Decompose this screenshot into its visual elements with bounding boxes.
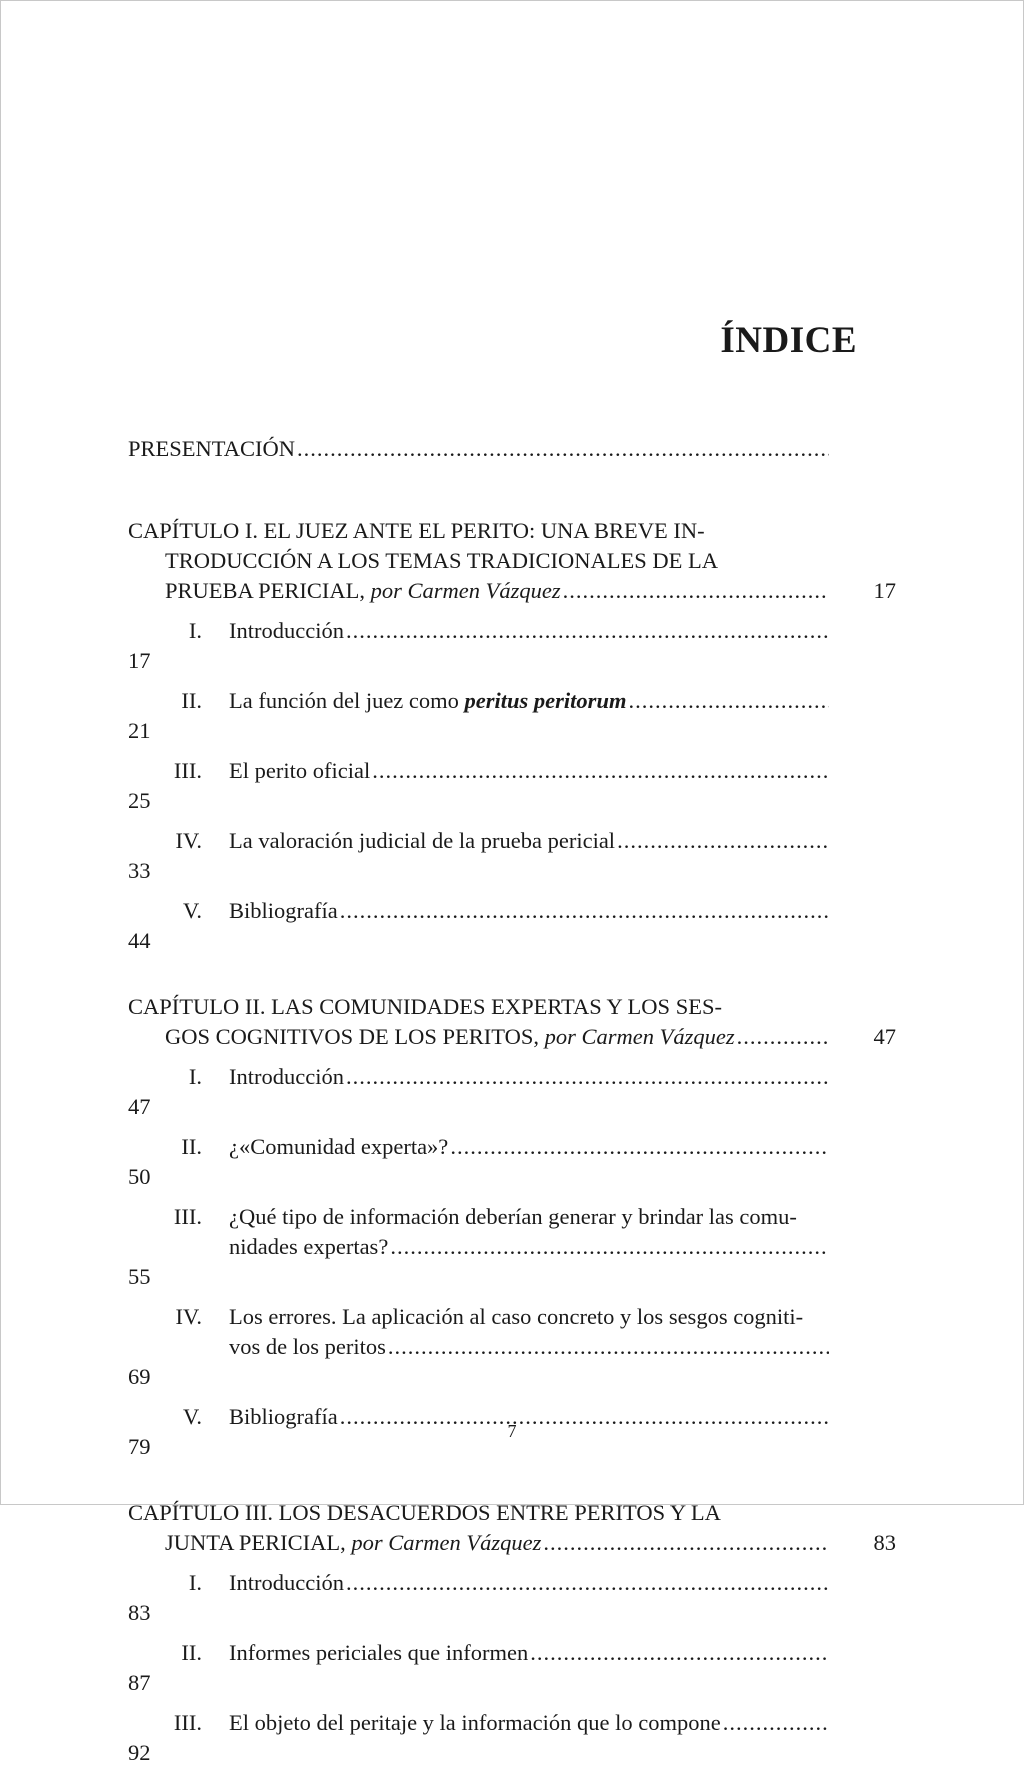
section-entry bbox=[128, 1708, 896, 1768]
section-number: IV. bbox=[175, 1304, 202, 1329]
section-entry bbox=[128, 1568, 896, 1628]
page-number: 25 bbox=[128, 788, 151, 813]
page-number: 83 bbox=[128, 1600, 151, 1625]
page-number: 83 bbox=[873, 1530, 896, 1555]
leader-dots bbox=[543, 1528, 829, 1558]
chapter-title-line: GOS COGNITIVOS DE LOS PERITOS, bbox=[165, 1024, 545, 1049]
section-title: Informes periciales que informen bbox=[229, 1640, 529, 1665]
leader-dots bbox=[530, 1638, 829, 1668]
leader-dots bbox=[723, 1708, 829, 1738]
section-number: II. bbox=[181, 1640, 202, 1665]
section-entry bbox=[128, 756, 896, 816]
leader-dots bbox=[346, 1568, 829, 1598]
leader-dots bbox=[737, 1022, 829, 1052]
leader-dots bbox=[346, 616, 829, 646]
section-number: III. bbox=[173, 1204, 202, 1229]
chapter-author: por Carmen Vázquez bbox=[544, 1024, 735, 1049]
leader-dots bbox=[297, 434, 829, 464]
section-entry bbox=[128, 686, 896, 746]
section-number: V. bbox=[183, 898, 202, 923]
table-of-contents bbox=[128, 434, 896, 1768]
section-entry bbox=[128, 1638, 896, 1698]
page-number: 47 bbox=[128, 1094, 151, 1119]
section-entry bbox=[128, 616, 896, 676]
page-number: 87 bbox=[128, 1670, 151, 1695]
folio-page-number: 7 bbox=[507, 1421, 517, 1441]
chapter-title-line: PRUEBA PERICIAL, bbox=[165, 578, 371, 603]
chapter-2 bbox=[128, 992, 896, 1462]
page-number: 79 bbox=[128, 1434, 151, 1459]
entry-label: PRESENTACIÓN bbox=[128, 436, 295, 461]
section-title-line: Los errores. La aplicación al caso concreto y los sesgos cogniti- bbox=[229, 1304, 804, 1329]
chapter-heading bbox=[128, 1498, 896, 1558]
leader-dots bbox=[372, 756, 829, 786]
leader-dots bbox=[450, 1132, 829, 1162]
section-title: vos de los peritos bbox=[229, 1334, 386, 1359]
leader-dots bbox=[390, 1232, 829, 1262]
page-number: 17 bbox=[128, 648, 151, 673]
chapter-title-line: JUNTA PERICIAL, bbox=[165, 1530, 352, 1555]
section-entry bbox=[128, 896, 896, 956]
section-title: Bibliografía bbox=[229, 1404, 338, 1429]
page-number: 44 bbox=[128, 928, 151, 953]
section-title: Introducción bbox=[229, 1064, 344, 1089]
section-number: III. bbox=[173, 1710, 202, 1735]
chapter-title-line: CAPÍTULO II. LAS COMUNIDADES EXPERTAS Y LOS SES- bbox=[128, 994, 722, 1019]
chapter-title-line: CAPÍTULO III. LOS DESACUERDOS ENTRE PERITOS Y LA bbox=[128, 1500, 721, 1525]
section-entry bbox=[128, 1302, 896, 1392]
page-number: 17 bbox=[873, 578, 896, 603]
chapter-3 bbox=[128, 1498, 896, 1768]
leader-dots bbox=[340, 896, 829, 926]
chapter-1 bbox=[128, 516, 896, 956]
leader-dots bbox=[346, 1062, 829, 1092]
section-title: ¿«Comunidad experta»? bbox=[229, 1134, 449, 1159]
section-number: I. bbox=[188, 1064, 202, 1089]
section-title: Bibliografía bbox=[229, 898, 338, 923]
section-title: nidades expertas? bbox=[229, 1234, 389, 1259]
chapter-heading bbox=[128, 516, 896, 606]
chapter-author: por Carmen Vázquez bbox=[351, 1530, 542, 1555]
section-title: La función del juez como bbox=[229, 688, 465, 713]
section-title-emphasis: peritus peritorum bbox=[464, 688, 627, 713]
section-number: I. bbox=[188, 1570, 202, 1595]
leader-dots bbox=[628, 686, 829, 716]
chapter-title-line: TRODUCCIÓN A LOS TEMAS TRADICIONALES DE LA bbox=[165, 548, 718, 573]
toc-entry-presentacion bbox=[128, 434, 896, 464]
chapter-heading bbox=[128, 992, 896, 1052]
chapter-title-line: CAPÍTULO I. EL JUEZ ANTE EL PERITO: UNA BREVE IN- bbox=[128, 518, 705, 543]
section-entry bbox=[128, 1062, 896, 1122]
section-number: II. bbox=[181, 688, 202, 713]
section-title: La valoración judicial de la prueba pericial bbox=[229, 828, 616, 853]
section-number: V. bbox=[183, 1404, 202, 1429]
page-number: 21 bbox=[128, 718, 151, 743]
page-number: 55 bbox=[128, 1264, 151, 1289]
section-number: I. bbox=[188, 618, 202, 643]
leader-dots bbox=[388, 1332, 829, 1362]
section-title-line: ¿Qué tipo de información deberían generar y brindar las comu- bbox=[229, 1204, 797, 1229]
section-title: Introducción bbox=[229, 1570, 344, 1595]
section-entry bbox=[128, 1132, 896, 1192]
section-entry bbox=[128, 1202, 896, 1292]
section-entry bbox=[128, 826, 896, 886]
page-number: 50 bbox=[128, 1164, 151, 1189]
page-number: 47 bbox=[873, 1024, 896, 1049]
section-number: IV. bbox=[175, 828, 202, 853]
chapter-author: por Carmen Vázquez bbox=[370, 578, 561, 603]
section-number: III. bbox=[173, 758, 202, 783]
leader-dots bbox=[617, 826, 829, 856]
leader-dots bbox=[563, 576, 829, 606]
section-title: El perito oficial bbox=[229, 758, 371, 783]
section-number: II. bbox=[181, 1134, 202, 1159]
section-title: El objeto del peritaje y la información que lo compone bbox=[229, 1710, 721, 1735]
page-title: ÍNDICE bbox=[720, 320, 857, 361]
section-title: Introducción bbox=[229, 618, 344, 643]
page-number: 69 bbox=[128, 1364, 151, 1389]
page-number: 92 bbox=[128, 1740, 151, 1765]
page-number: 33 bbox=[128, 858, 151, 883]
